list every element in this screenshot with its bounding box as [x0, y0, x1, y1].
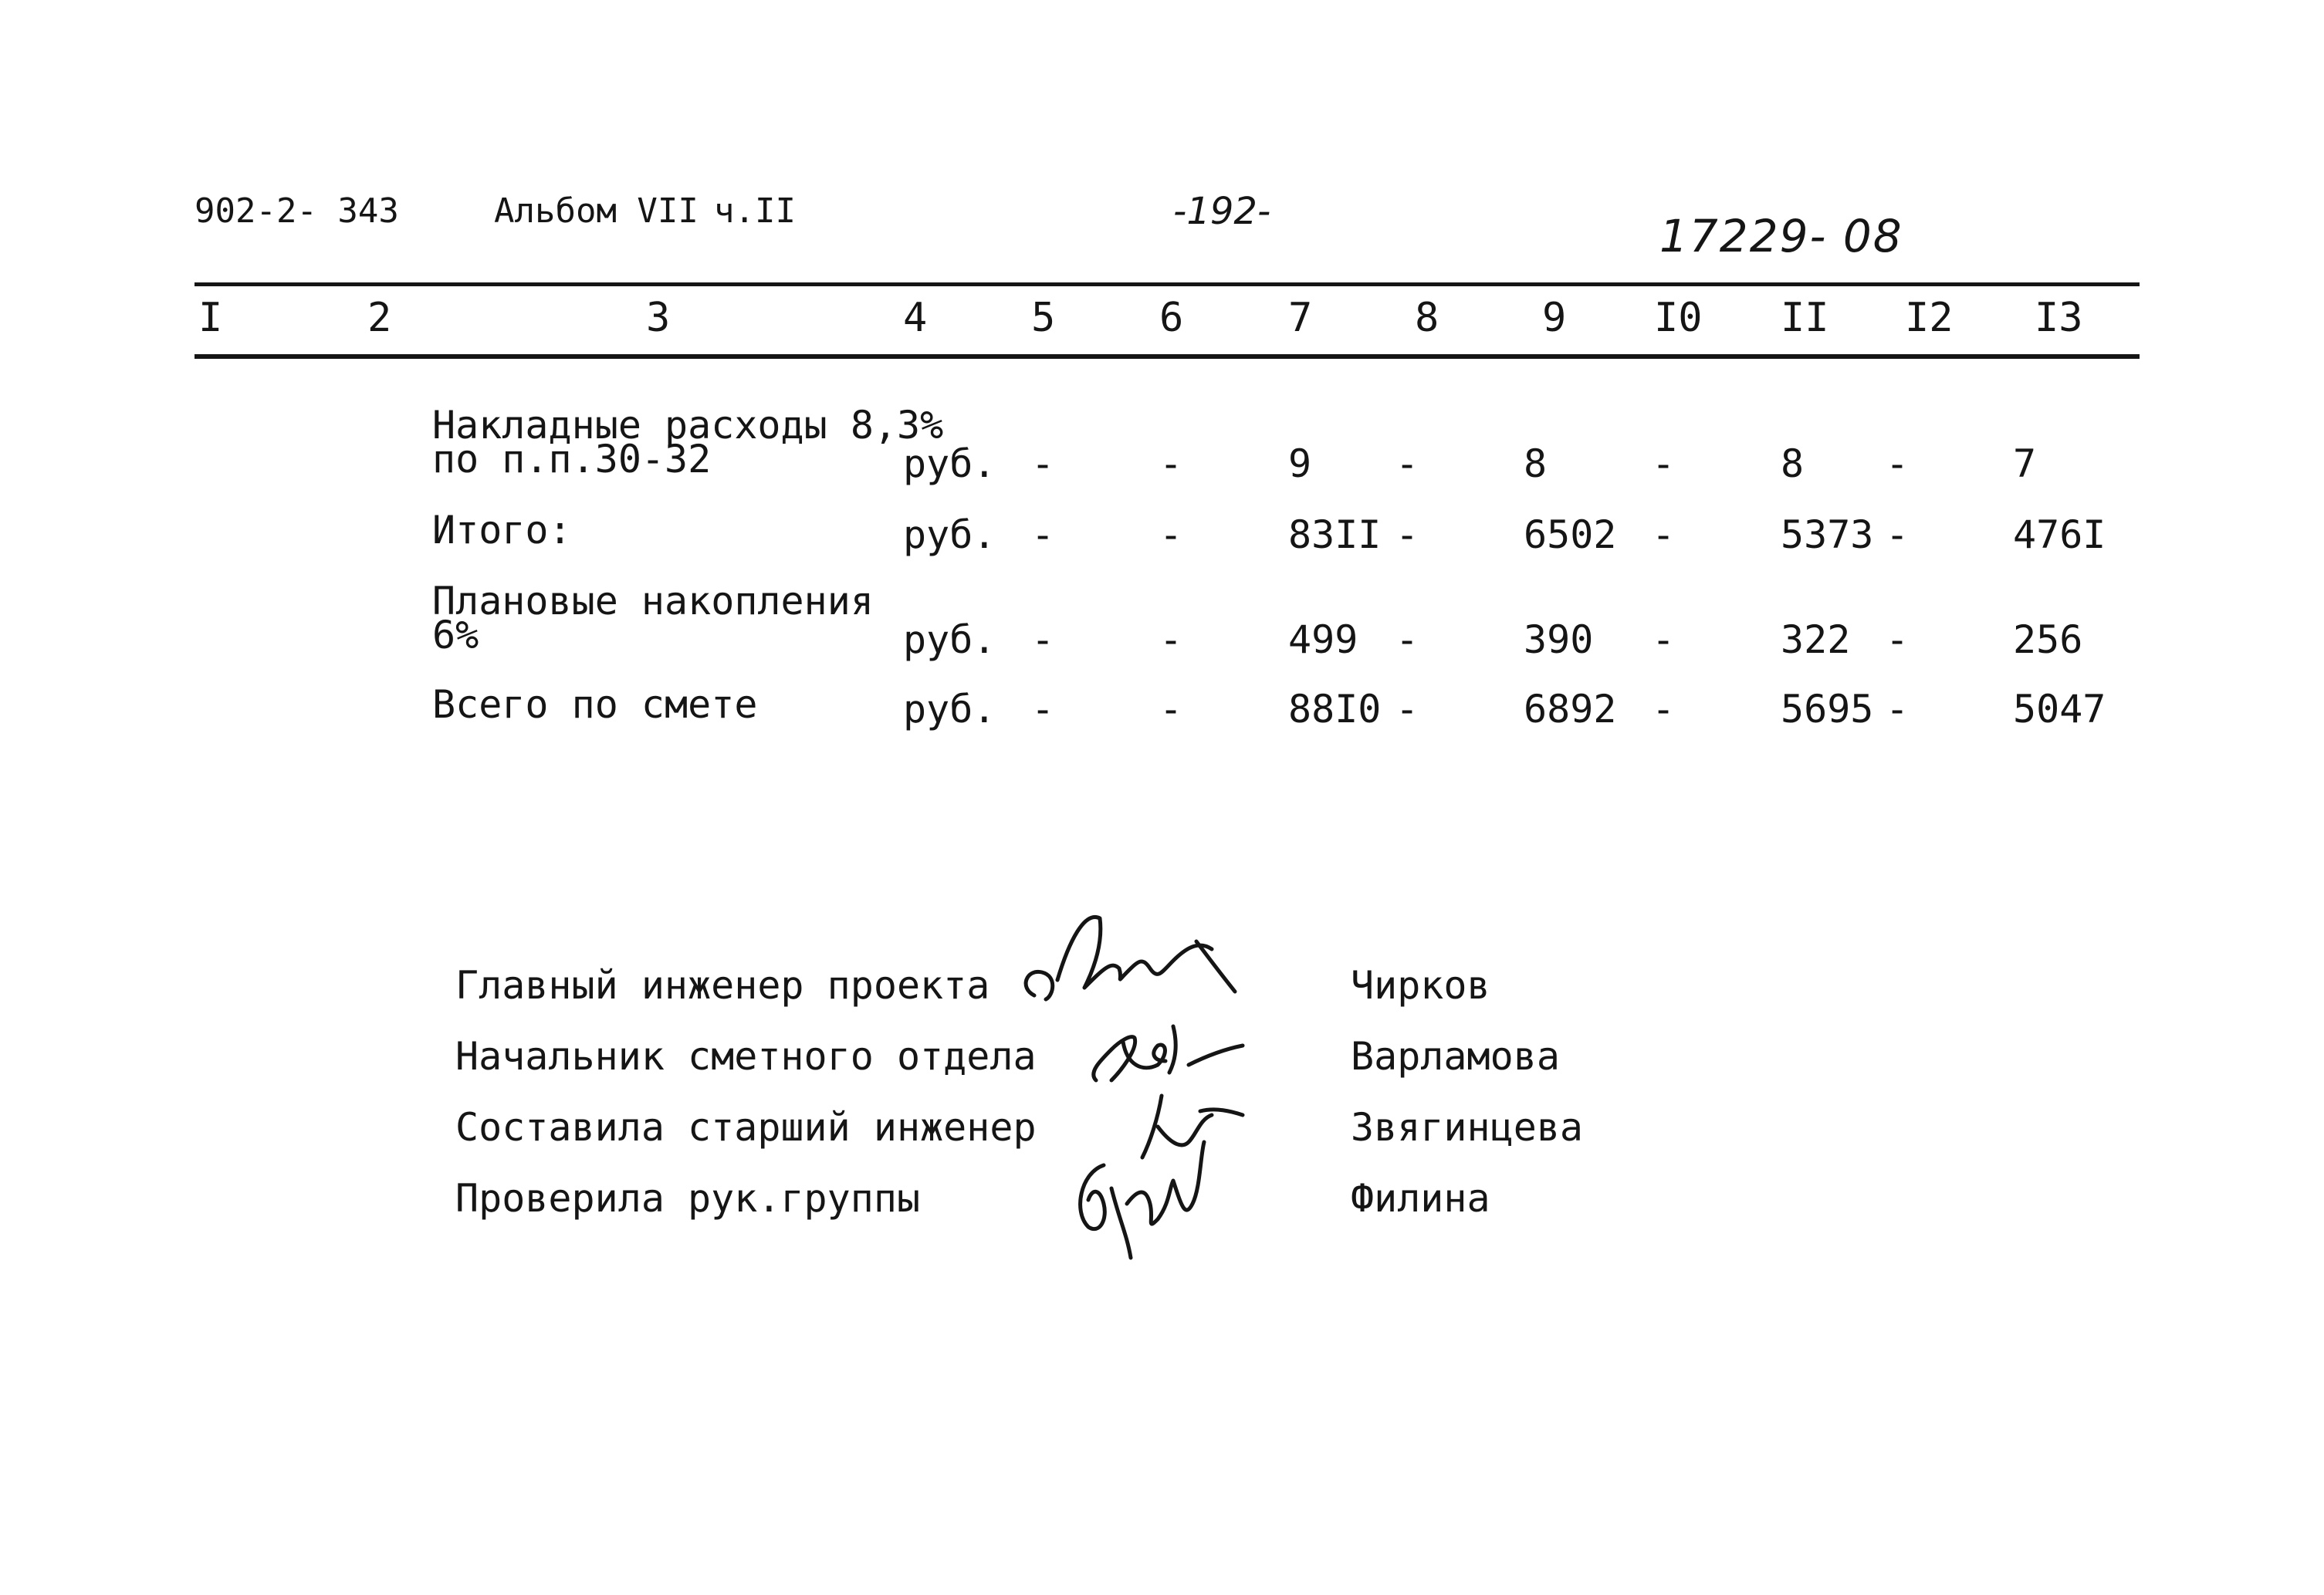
table-top-rule [195, 282, 2140, 286]
column-number: 5 [1031, 295, 1056, 341]
row-description-line1: Плановые накопления [432, 579, 874, 623]
cell-col8: - [1395, 617, 1419, 662]
signature-name: Филина [1351, 1176, 1490, 1221]
cell-col11: 5695 [1781, 687, 1874, 732]
row-description-line2: 6% [432, 613, 479, 657]
cell-col6: - [1159, 512, 1183, 557]
cell-col5: - [1031, 512, 1055, 557]
cell-col8: - [1395, 687, 1419, 732]
album-label: Альбом VII [494, 191, 699, 231]
cell-col7: 9 [1288, 441, 1312, 486]
signature-title: Главный инженер проекта [455, 963, 990, 1008]
cell-col5: - [1031, 617, 1055, 662]
cell-col11: 5373 [1781, 512, 1874, 557]
signature-title: Составила старший инженер [455, 1105, 1037, 1150]
row-description-line2: по п.п.30-32 [432, 437, 712, 482]
page-number: -192- [1173, 190, 1271, 233]
column-number: I0 [1654, 295, 1703, 341]
column-number: II [1781, 295, 1829, 341]
part-label: ч.II [714, 191, 796, 231]
cell-col9: 6502 [1524, 512, 1617, 557]
signature-zvyagintseva [1142, 1096, 1243, 1157]
cell-col12: - [1886, 687, 1910, 732]
cell-col12: - [1886, 617, 1910, 662]
column-number: 4 [903, 295, 928, 341]
cell-col13: 5047 [2013, 687, 2106, 732]
signature-name: Варламова [1351, 1034, 1560, 1079]
row-unit: руб. [903, 617, 996, 662]
column-number: 6 [1159, 295, 1184, 341]
column-number: I [198, 295, 223, 341]
column-number: 9 [1542, 295, 1567, 341]
cell-col5: - [1031, 687, 1055, 732]
row-unit: руб. [903, 687, 996, 732]
cell-col7: 88I0 [1288, 687, 1382, 732]
cell-col9: 390 [1524, 617, 1594, 662]
cell-col12: - [1886, 441, 1910, 486]
cell-col9: 8 [1524, 441, 1548, 486]
row-description-line1: Итого: [432, 508, 572, 553]
cell-col13: 256 [2013, 617, 2083, 662]
row-unit: руб. [903, 441, 996, 486]
signature-name: Звягинцева [1351, 1105, 1584, 1150]
cell-col10: - [1652, 687, 1676, 732]
cell-col8: - [1395, 441, 1419, 486]
row-description-line1: Всего по смете [432, 682, 758, 727]
cell-col13: 7 [2013, 441, 2037, 486]
cell-col10: - [1652, 441, 1676, 486]
signature-filina [1081, 1142, 1204, 1258]
signature-title: Проверила рук.группы [455, 1176, 921, 1221]
column-number: 8 [1415, 295, 1439, 341]
column-number: 2 [367, 295, 392, 341]
cell-col11: 8 [1781, 441, 1805, 486]
column-number: I3 [2035, 295, 2083, 341]
cell-col7: 499 [1288, 617, 1358, 662]
cell-col6: - [1159, 441, 1183, 486]
cell-col9: 6892 [1524, 687, 1617, 732]
row-description-line1: Накладные расходы 8,3% [432, 403, 944, 448]
cell-col10: - [1652, 512, 1676, 557]
document-code: 902-2- 343 [195, 191, 399, 231]
handwritten-signatures [1011, 895, 1335, 1281]
table-header-bottom-rule [195, 354, 2140, 359]
signature-chirkov [1026, 917, 1235, 999]
cell-col6: - [1159, 617, 1183, 662]
column-number: I2 [1905, 295, 1954, 341]
signature-varlamova [1094, 1026, 1243, 1080]
signature-title: Начальник сметного отдела [455, 1034, 1037, 1079]
cell-col7: 83II [1288, 512, 1382, 557]
column-number: 3 [646, 295, 671, 341]
cell-col10: - [1652, 617, 1676, 662]
handwritten-number: 17229- 08 [1659, 210, 1903, 262]
cell-col12: - [1886, 512, 1910, 557]
cell-col5: - [1031, 441, 1055, 486]
row-unit: руб. [903, 512, 996, 557]
cell-col6: - [1159, 687, 1183, 732]
cell-col8: - [1395, 512, 1419, 557]
signature-name: Чирков [1351, 963, 1490, 1008]
cell-col11: 322 [1781, 617, 1851, 662]
cell-col13: 476I [2013, 512, 2106, 557]
column-number: 7 [1288, 295, 1313, 341]
